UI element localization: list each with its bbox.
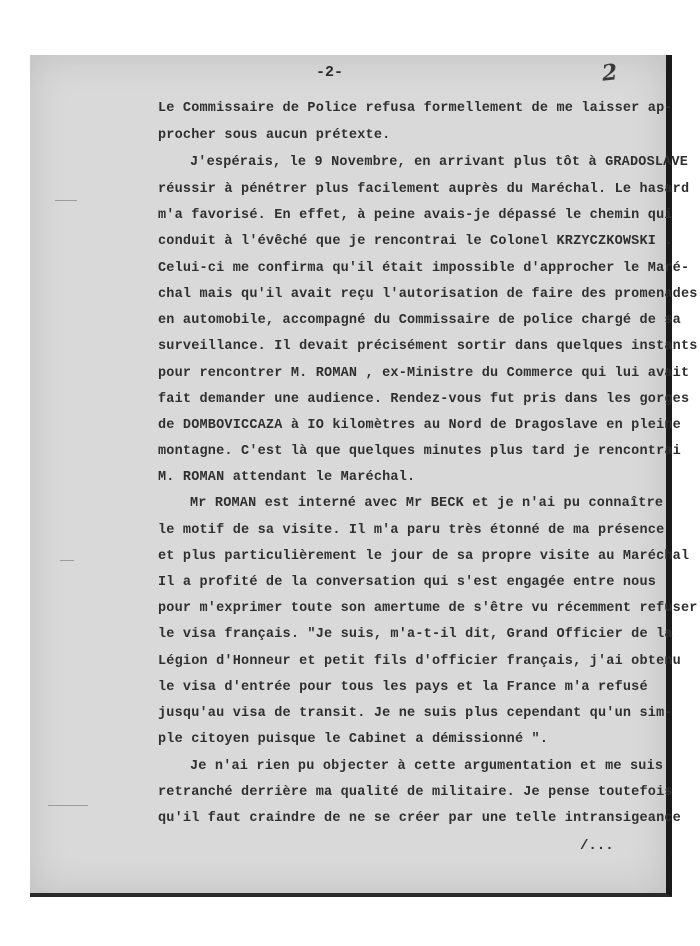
archive-mark: 2: [600, 59, 619, 87]
text-line: le motif de sa visite. Il m'a paru très étonné de ma présence: [158, 523, 665, 538]
text-line: le visa d'entrée pour tous les pays et la France m'a refusé: [158, 680, 648, 695]
text-line: J'espérais, le 9 Novembre, en arrivant plus tôt à GRADOSLAVE: [190, 155, 689, 170]
text-line: retranché derrière ma qualité de militaire. Je pense toutefois: [158, 785, 673, 800]
text-line: pour rencontrer M. ROMAN , ex-Ministre du Commerce qui lui avait: [158, 366, 690, 381]
text-line: surveillance. Il devait précisément sortir dans quelques instants: [158, 339, 698, 354]
text-line: montagne. C'est là que quelques minutes plus tard je rencontrai: [158, 444, 681, 459]
text-line: Mr ROMAN est interné avec Mr BECK et je n'ai pu connaître: [190, 496, 664, 511]
text-line: et plus particulièrement le jour de sa propre visite au Maréchal: [158, 549, 690, 564]
text-line: le visa français. "Je suis, m'a-t-il dit, Grand Officier de la: [158, 627, 673, 642]
paper-blemish: [48, 805, 88, 806]
text-line: en automobile, accompagné du Commissaire de police chargé de sa: [158, 313, 681, 328]
text-line: m'a favorisé. En effet, à peine avais-je dépassé le chemin qui: [158, 208, 673, 223]
continuation-mark: /...: [580, 838, 614, 854]
paper-blemish: [60, 560, 74, 561]
paper-blemish: [55, 200, 77, 201]
page-number: -2-: [316, 64, 344, 81]
text-line: jusqu'au visa de transit. Je ne suis plus cependant qu'un sim-: [158, 706, 673, 721]
text-line: conduit à l'évêché que je rencontrai le Colonel KRZYCZKOWSKI .: [158, 234, 673, 249]
text-line: pour m'exprimer toute son amertume de s'être vu récemment refuser: [158, 601, 698, 616]
text-line: fait demander une audience. Rendez-vous fut pris dans les gorges: [158, 392, 690, 407]
text-line: qu'il faut craindre de ne se créer par une telle intransigeance: [158, 811, 681, 826]
text-line: Le Commissaire de Police refusa formellement de me laisser ap-: [158, 101, 673, 116]
text-line: procher sous aucun prétexte.: [158, 128, 391, 143]
text-line: réussir à pénétrer plus facilement auprès du Maréchal. Le hasard: [158, 182, 690, 197]
text-line: Il a profité de la conversation qui s'est engagée entre nous: [158, 575, 657, 590]
text-line: Celui-ci me confirma qu'il était impossible d'approcher le Maré-: [158, 261, 690, 276]
text-line: de DOMBOVICCAZA à IO kilomètres au Nord de Dragoslave en pleine: [158, 418, 681, 433]
text-line: M. ROMAN attendant le Maréchal.: [158, 470, 416, 485]
text-line: Je n'ai rien pu objecter à cette argumentation et me suis: [190, 759, 664, 774]
text-line: Légion d'Honneur et petit fils d'officier français, j'ai obtenu: [158, 654, 681, 669]
text-line: ple citoyen puisque le Cabinet a démissionné ".: [158, 732, 549, 747]
text-line: chal mais qu'il avait reçu l'autorisation de faire des promenades: [158, 287, 698, 302]
